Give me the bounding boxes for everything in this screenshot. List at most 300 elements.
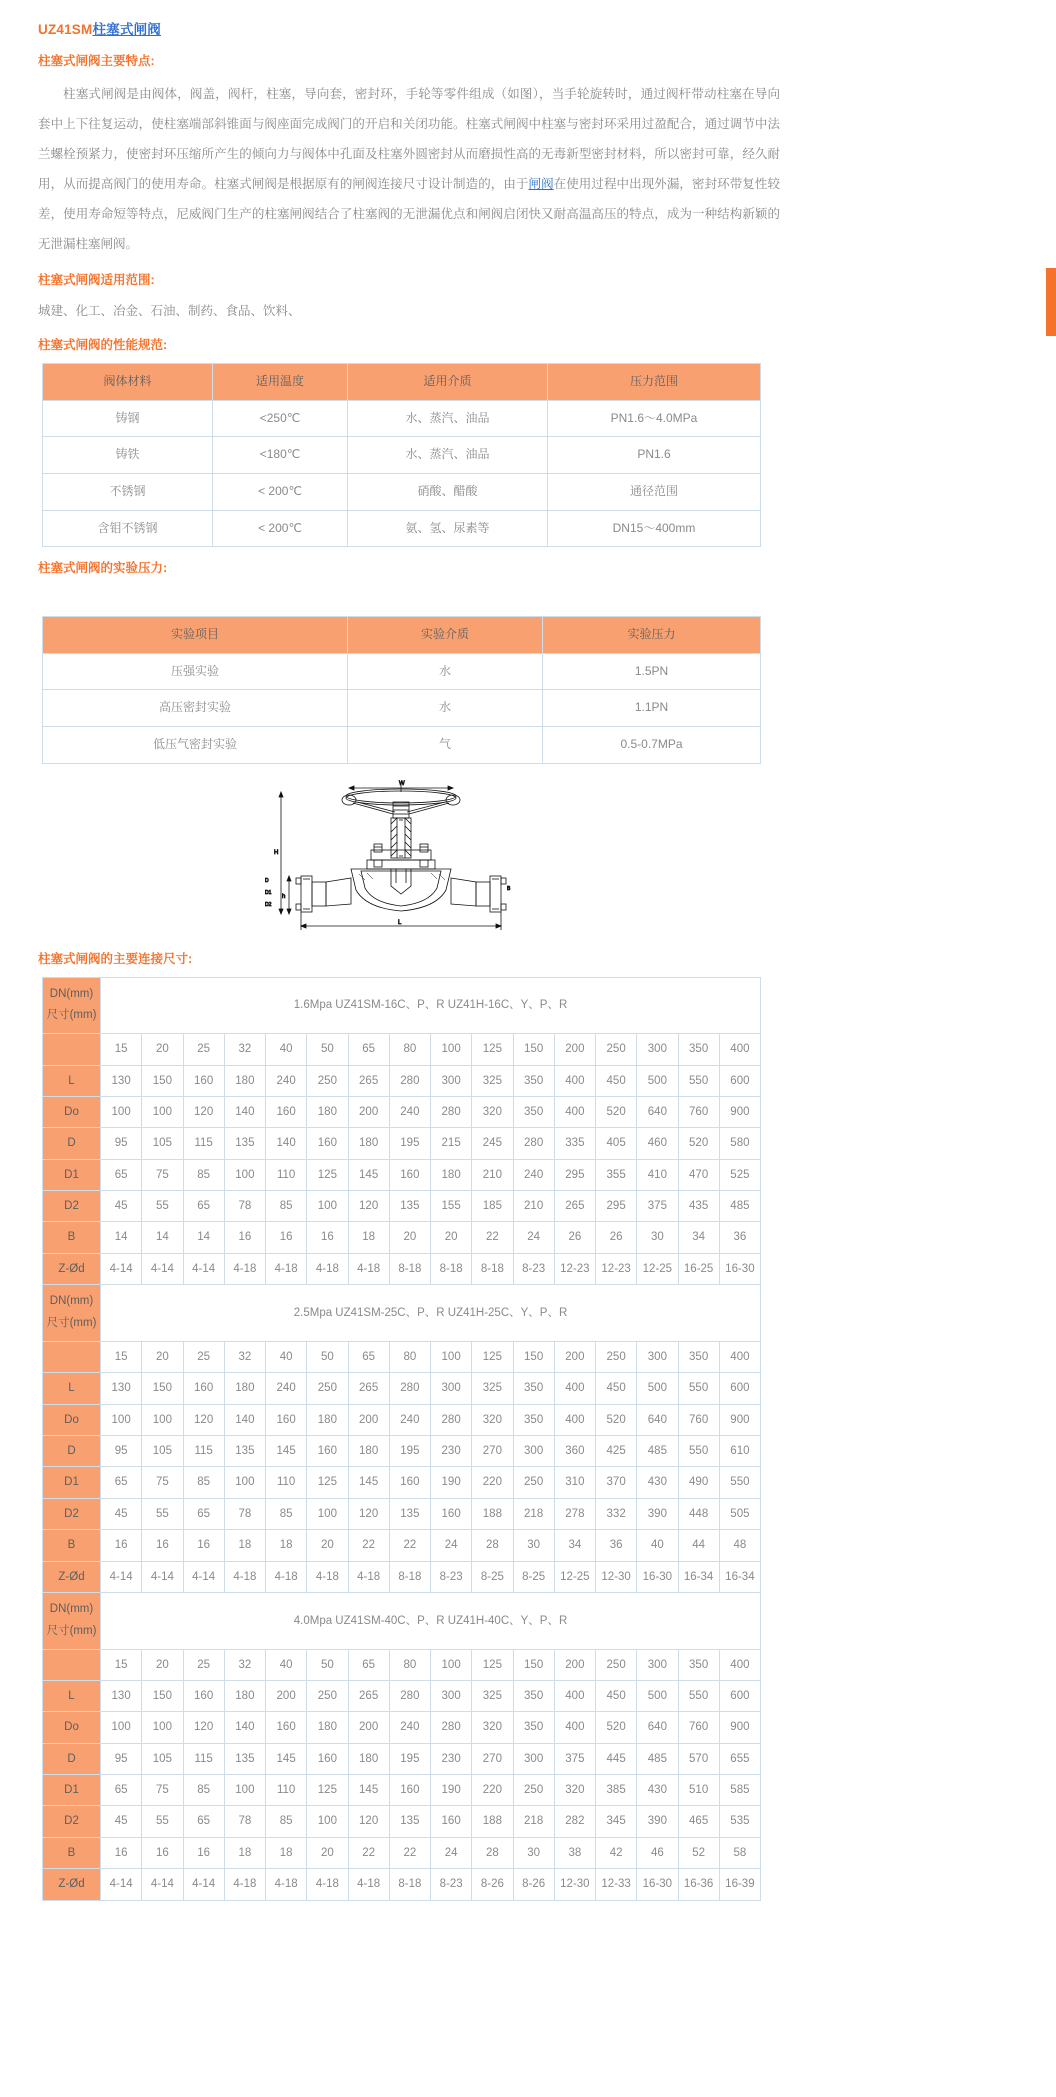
table-cell: 195 [389,1436,430,1467]
table-cell: 375 [554,1743,595,1774]
table-cell: 4-14 [183,1869,224,1900]
table-cell: 250 [513,1775,554,1806]
table-cell: 8-23 [431,1561,472,1592]
dims-group-title: 1.6Mpa UZ41SM-16C、P、R UZ41H-16C、Y、P、R [101,977,761,1034]
table-cell: 332 [596,1498,637,1529]
table-cell: 400 [554,1065,595,1096]
table-cell: <250℃ [213,400,348,437]
dims-data-row [43,1436,761,1467]
table-cell: 450 [596,1065,637,1096]
table-cell: 85 [266,1806,307,1837]
connection-dimensions-table [42,977,761,1901]
table-cell: 50 [307,1034,348,1065]
table-cell: 4-14 [142,1869,183,1900]
table-cell: 550 [678,1436,719,1467]
table-cell: 28 [472,1837,513,1868]
table-cell: 450 [596,1680,637,1711]
svg-text:B: B [507,885,511,892]
table-cell: 26 [596,1222,637,1253]
table-cell: 20 [142,1649,183,1680]
table-cell: 200 [348,1096,389,1127]
table-cell: 50 [307,1649,348,1680]
table-cell: 250 [307,1065,348,1096]
table-cell: 65 [183,1498,224,1529]
table-cell: 20 [389,1222,430,1253]
table-cell: 180 [348,1128,389,1159]
table-cell: 390 [637,1498,678,1529]
table-cell: 4-18 [307,1869,348,1900]
table-cell: 195 [389,1743,430,1774]
test-col-header: 实验介质 [348,617,543,654]
table-cell: 265 [348,1065,389,1096]
table-cell: 水、蒸汽、油品 [348,400,548,437]
table-cell: 600 [719,1373,760,1404]
dims-data-row [43,1806,761,1837]
table-cell: 22 [389,1530,430,1561]
dims-row-label: B [43,1530,101,1561]
table-cell: 350 [513,1712,554,1743]
table-cell: 135 [389,1498,430,1529]
table-cell: 300 [637,1341,678,1372]
table-cell: 15 [101,1341,142,1372]
perf-col-header: 适用介质 [348,364,548,401]
features-inline-link[interactable]: 闸阀 [528,177,554,192]
page-title-link[interactable]: 柱塞式闸阀 [92,22,161,37]
table-cell: 265 [348,1680,389,1711]
table-cell: 40 [266,1034,307,1065]
table-cell: 425 [596,1436,637,1467]
table-cell: 160 [431,1806,472,1837]
table-cell: 230 [431,1743,472,1774]
table-cell: 350 [513,1680,554,1711]
table-cell: 85 [183,1159,224,1190]
table-cell: 105 [142,1128,183,1159]
table-cell: 22 [348,1530,389,1561]
perf-col-header: 压力范围 [548,364,761,401]
page-title [38,22,790,38]
table-cell: 115 [183,1128,224,1159]
table-cell: 220 [472,1775,513,1806]
table-row [43,437,761,474]
table-cell: 180 [307,1096,348,1127]
table-cell: 16 [183,1837,224,1868]
table-cell: 280 [431,1096,472,1127]
table-cell: 4-18 [266,1561,307,1592]
table-cell: 655 [719,1743,760,1774]
table-cell: 8-26 [472,1869,513,1900]
table-cell: 360 [554,1436,595,1467]
table-cell: 485 [637,1436,678,1467]
perf-col-header: 阀体材料 [43,364,213,401]
dims-data-row [43,1253,761,1284]
table-cell: 188 [472,1498,513,1529]
table-cell: 16-30 [719,1253,760,1284]
dims-data-row [43,1743,761,1774]
table-row [43,653,761,690]
table-cell: 120 [348,1191,389,1222]
table-cell: 高压密封实验 [43,690,348,727]
table-cell: 325 [472,1680,513,1711]
dims-dn-row [43,1341,761,1372]
table-cell: 30 [513,1530,554,1561]
dims-dn-label: DN(mm) 尺寸(mm) [43,977,101,1034]
table-cell: 16-39 [719,1869,760,1900]
table-cell: 270 [472,1743,513,1774]
table-cell: 150 [513,1341,554,1372]
table-cell: 405 [596,1128,637,1159]
table-cell: 350 [513,1065,554,1096]
table-cell: 16 [101,1530,142,1561]
dims-row-label: Z-Ød [43,1253,101,1284]
table-cell: 640 [637,1404,678,1435]
table-cell: 16-25 [678,1253,719,1284]
dims-row-label: D [43,1436,101,1467]
table-cell: 520 [678,1128,719,1159]
table-cell: 95 [101,1128,142,1159]
table-cell: 160 [183,1065,224,1096]
table-cell: 470 [678,1159,719,1190]
table-cell: 145 [348,1159,389,1190]
table-cell: 150 [142,1373,183,1404]
dims-data-row [43,1404,761,1435]
table-cell: 500 [637,1065,678,1096]
table-cell: 100 [142,1712,183,1743]
table-cell: 160 [389,1467,430,1498]
table-cell: 200 [554,1034,595,1065]
table-cell: 45 [101,1498,142,1529]
table-cell: 140 [224,1096,265,1127]
table-cell: 130 [101,1065,142,1096]
table-cell: 385 [596,1775,637,1806]
dims-row-label: D2 [43,1191,101,1222]
table-cell: 250 [596,1649,637,1680]
table-cell: 180 [348,1436,389,1467]
table-cell: 50 [307,1341,348,1372]
table-cell: 4-18 [348,1561,389,1592]
table-cell: PN1.6 [548,437,761,474]
table-cell: 4-18 [224,1253,265,1284]
dims-data-row [43,1467,761,1498]
table-cell: 400 [554,1404,595,1435]
table-cell: 245 [472,1128,513,1159]
table-cell: 195 [389,1128,430,1159]
table-cell: 500 [637,1373,678,1404]
table-cell: 16-30 [637,1869,678,1900]
table-cell: 铸钢 [43,400,213,437]
table-cell: 180 [307,1712,348,1743]
table-cell: 180 [348,1743,389,1774]
table-cell: 150 [142,1065,183,1096]
table-cell: 185 [472,1191,513,1222]
table-cell: 150 [513,1034,554,1065]
table-cell: 125 [307,1467,348,1498]
table-cell: 250 [596,1341,637,1372]
right-edge-marker [1046,268,1056,336]
dims-row-label: L [43,1065,101,1096]
table-cell: 65 [348,1649,389,1680]
table-cell: 18 [266,1530,307,1561]
table-cell: 110 [266,1775,307,1806]
table-cell: 0.5-0.7MPa [543,726,761,763]
table-cell: 220 [472,1467,513,1498]
table-cell: 400 [554,1680,595,1711]
dims-row-label: D1 [43,1775,101,1806]
table-cell: 250 [513,1467,554,1498]
table-cell: 370 [596,1467,637,1498]
table-cell: 8-26 [513,1869,554,1900]
table-cell: 12-23 [596,1253,637,1284]
table-cell: 160 [183,1373,224,1404]
table-cell: 8-18 [389,1561,430,1592]
table-cell: 硝酸、醋酸 [348,473,548,510]
table-cell: 180 [224,1680,265,1711]
table-cell: 160 [307,1128,348,1159]
table-cell: 4-18 [348,1253,389,1284]
dims-data-row [43,1530,761,1561]
table-cell: 75 [142,1775,183,1806]
table-cell: 65 [348,1341,389,1372]
table-cell: 115 [183,1743,224,1774]
dims-data-row [43,1128,761,1159]
table-cell: 85 [266,1498,307,1529]
table-cell: 4-18 [224,1561,265,1592]
table-cell: 445 [596,1743,637,1774]
table-cell: 32 [224,1649,265,1680]
table-cell: 16 [307,1222,348,1253]
table-cell: 25 [183,1649,224,1680]
dims-data-row [43,1837,761,1868]
table-cell: 12-25 [637,1253,678,1284]
table-cell: 8-18 [389,1869,430,1900]
table-cell: 485 [637,1743,678,1774]
table-cell: 250 [307,1680,348,1711]
table-header-row [43,364,761,401]
table-cell: 12-30 [554,1869,595,1900]
svg-text:L: L [398,919,402,926]
test-pressure-heading: 柱塞式闸阀的实验压力: [38,561,168,576]
table-cell: 55 [142,1806,183,1837]
table-cell: 550 [678,1680,719,1711]
table-cell: 65 [101,1467,142,1498]
svg-text:W: W [399,780,405,787]
features-text-a: 柱塞式闸阀是由阀体，阀盖，阀杆，柱塞，导向套，密封环，手轮等零件组成（如图），当手轮旋转时，通过阀杆带动柱塞在导向套中上下往复运动，使柱塞端部斜锥面与阀座面完成阀门的开启和关闭功能。柱塞式闸阀中柱塞与密封环采用过盈配合，通过调节中法兰螺栓预紧力，使密封环压缩所产生的倾向力与阀体中孔面及柱塞外圆密封从而磨损性高的无毒新型密封材料，所以密封可靠，经久耐用，从而提高阀门的使用寿命。柱塞式闸阀是根据原有的闸阀连接尺寸设计制造的，由于 [38,87,780,192]
table-cell: 4-18 [224,1869,265,1900]
table-cell: 95 [101,1743,142,1774]
table-cell: 100 [307,1806,348,1837]
table-cell: 140 [266,1128,307,1159]
test-col-header: 实验压力 [543,617,761,654]
table-cell: 4-14 [101,1561,142,1592]
test-col-header: 实验项目 [43,617,348,654]
dims-group-title: 4.0Mpa UZ41SM-40C、P、R UZ41H-40C、Y、P、R [101,1592,761,1649]
table-cell: 14 [183,1222,224,1253]
table-cell: 4-18 [307,1253,348,1284]
table-cell: 145 [266,1743,307,1774]
table-cell: 45 [101,1191,142,1222]
table-cell: 15 [101,1034,142,1065]
dims-row-label: D [43,1743,101,1774]
table-cell: 78 [224,1806,265,1837]
table-cell: 218 [513,1806,554,1837]
perf-col-header: 适用温度 [213,364,348,401]
table-cell: 65 [183,1806,224,1837]
table-cell: 160 [389,1775,430,1806]
table-cell: 580 [719,1128,760,1159]
table-cell: 氨、氢、尿素等 [348,510,548,547]
table-cell: 320 [554,1775,595,1806]
table-cell: 16-34 [678,1561,719,1592]
table-cell: PN1.6～4.0MPa [548,400,761,437]
svg-text:H: H [274,849,279,856]
table-cell: 15 [101,1649,142,1680]
table-cell: 100 [101,1712,142,1743]
table-cell: 435 [678,1191,719,1222]
table-row [43,473,761,510]
table-cell: 300 [431,1680,472,1711]
table-cell: 160 [389,1159,430,1190]
table-cell: 12-25 [554,1561,595,1592]
table-cell: 125 [472,1649,513,1680]
table-cell: DN15～400mm [548,510,761,547]
table-cell: 55 [142,1498,183,1529]
table-cell: 40 [266,1649,307,1680]
dimensions-heading: 柱塞式闸阀的主要连接尺寸: [38,951,193,966]
table-cell: 4-14 [101,1253,142,1284]
table-cell: 25 [183,1034,224,1065]
dims-row-label: D2 [43,1498,101,1529]
table-cell: 低压气密封实验 [43,726,348,763]
table-cell: 65 [101,1159,142,1190]
dims-data-row [43,1498,761,1529]
table-cell: 12-23 [554,1253,595,1284]
table-cell: 240 [266,1065,307,1096]
table-cell: 520 [596,1712,637,1743]
table-cell: 345 [596,1806,637,1837]
table-cell: 190 [431,1775,472,1806]
dims-group-title: 2.5Mpa UZ41SM-25C、P、R UZ41H-25C、Y、P、R [101,1285,761,1342]
table-cell: 8-18 [389,1253,430,1284]
table-cell: 65 [101,1775,142,1806]
table-cell: 不锈钢 [43,473,213,510]
table-cell: 4-14 [101,1869,142,1900]
table-cell: 160 [431,1498,472,1529]
table-cell: 135 [389,1191,430,1222]
table-cell: 400 [719,1649,760,1680]
table-cell: 135 [389,1806,430,1837]
svg-text:D2: D2 [265,901,272,908]
table-cell: 120 [348,1498,389,1529]
table-cell: 400 [719,1341,760,1372]
table-cell: 295 [596,1191,637,1222]
table-cell: 295 [554,1159,595,1190]
table-cell: 32 [224,1341,265,1372]
table-cell: 100 [224,1467,265,1498]
table-cell: 160 [266,1712,307,1743]
table-cell: 46 [637,1837,678,1868]
table-cell: 350 [678,1341,719,1372]
table-cell: 铸铁 [43,437,213,474]
table-row [43,690,761,727]
features-heading: 柱塞式闸阀主要特点: [38,54,155,69]
scope-heading: 柱塞式闸阀适用范围: [38,273,155,288]
table-cell: 900 [719,1404,760,1435]
table-cell: 300 [513,1743,554,1774]
table-cell: 85 [266,1191,307,1222]
table-cell: 160 [183,1680,224,1711]
table-cell: 490 [678,1467,719,1498]
table-cell: 85 [183,1467,224,1498]
table-cell: 16-36 [678,1869,719,1900]
table-cell: 16 [183,1530,224,1561]
table-cell: 115 [183,1436,224,1467]
table-cell: 585 [719,1775,760,1806]
table-cell: 通径范围 [548,473,761,510]
table-cell: 100 [431,1034,472,1065]
table-cell: 55 [142,1191,183,1222]
table-cell: 320 [472,1096,513,1127]
table-cell: 240 [389,1712,430,1743]
table-cell: 12-30 [596,1561,637,1592]
table-cell: 16 [266,1222,307,1253]
dims-dn-label: DN(mm) 尺寸(mm) [43,1285,101,1342]
table-cell: 16 [101,1837,142,1868]
dims-data-row [43,1869,761,1900]
dims-data-row [43,1159,761,1190]
table-cell: 300 [431,1373,472,1404]
dims-data-row [43,1373,761,1404]
table-cell: 550 [678,1373,719,1404]
table-cell: 505 [719,1498,760,1529]
table-cell: 180 [224,1065,265,1096]
table-cell: 140 [224,1404,265,1435]
table-cell: 8-23 [431,1869,472,1900]
table-cell: 180 [224,1373,265,1404]
table-cell: 265 [554,1191,595,1222]
table-cell: 40 [637,1530,678,1561]
svg-text:D1: D1 [265,889,272,896]
table-cell: 110 [266,1467,307,1498]
table-cell: 150 [513,1649,554,1680]
table-cell: 760 [678,1712,719,1743]
table-cell: < 200℃ [213,473,348,510]
svg-text:D: D [265,877,269,884]
page-title-prefix: UZ41SM [38,22,93,37]
table-cell: 48 [719,1530,760,1561]
table-cell: 水、蒸汽、油品 [348,437,548,474]
table-cell: 200 [348,1712,389,1743]
table-cell: 105 [142,1436,183,1467]
table-cell: 550 [719,1467,760,1498]
dims-row-label: L [43,1680,101,1711]
table-cell: 510 [678,1775,719,1806]
table-cell: 200 [348,1404,389,1435]
table-cell: 80 [389,1341,430,1372]
table-cell: 38 [554,1837,595,1868]
table-cell: 16 [224,1222,265,1253]
table-cell: 100 [224,1775,265,1806]
table-cell: 500 [637,1680,678,1711]
dims-data-row [43,1065,761,1096]
table-cell: 4-18 [307,1561,348,1592]
table-cell: 520 [596,1096,637,1127]
table-cell: 310 [554,1467,595,1498]
table-row [43,400,761,437]
table-cell: 265 [348,1373,389,1404]
table-cell: 320 [472,1712,513,1743]
table-cell: 535 [719,1806,760,1837]
table-cell: 448 [678,1498,719,1529]
table-cell: 200 [266,1680,307,1711]
